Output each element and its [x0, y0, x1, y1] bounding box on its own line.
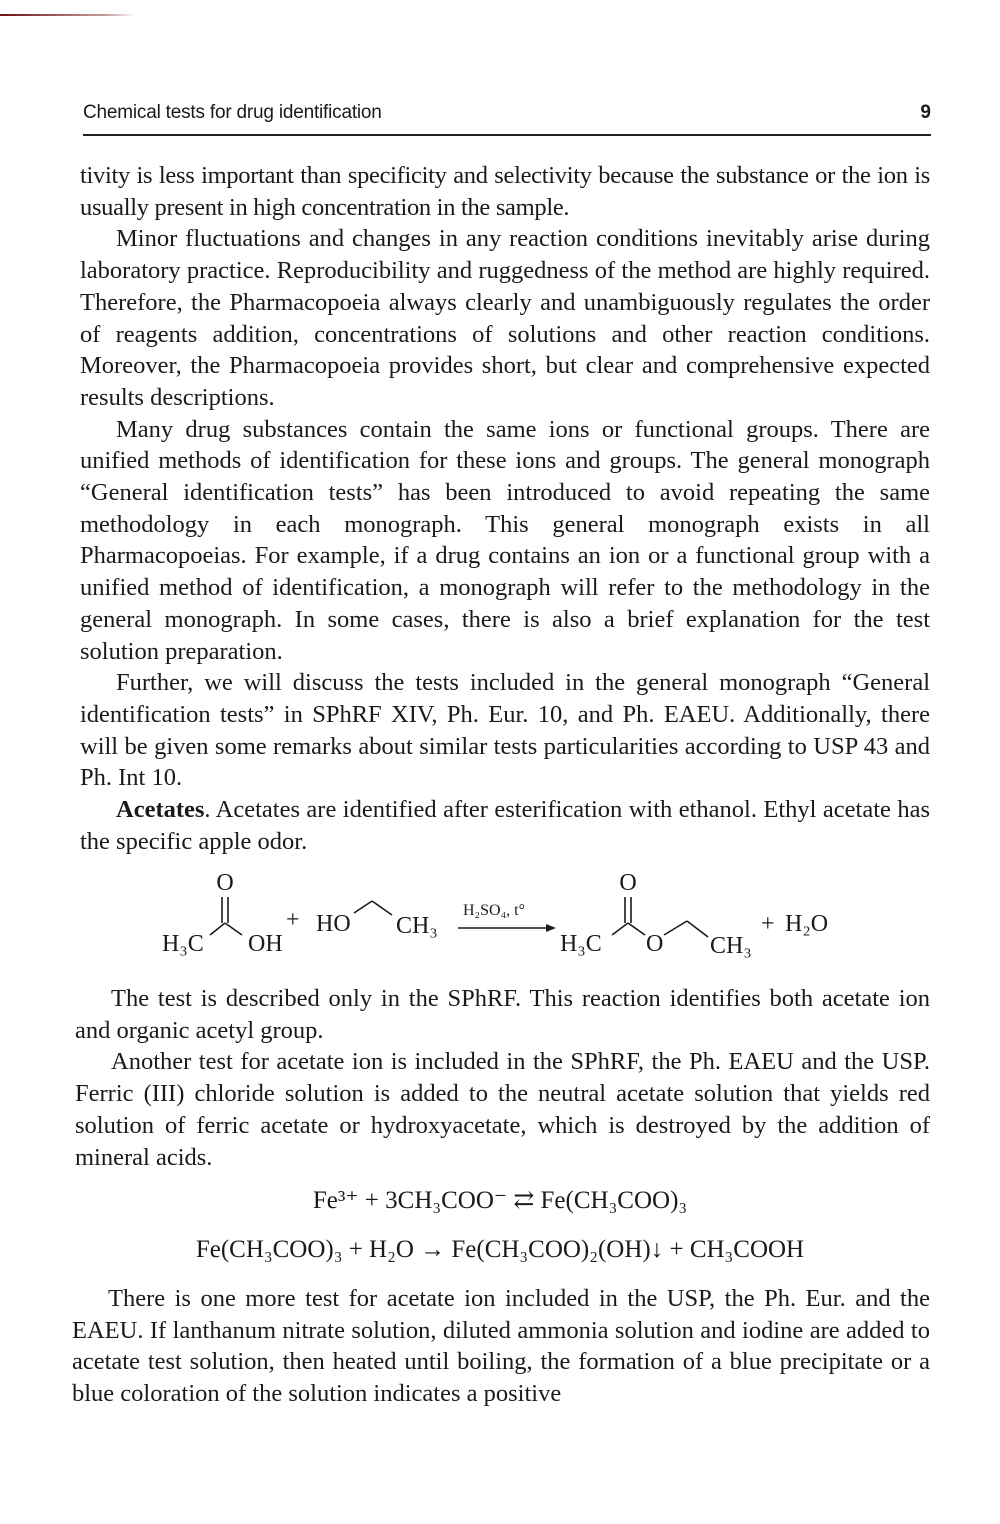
ester-bond-4 [687, 921, 708, 937]
equation-ferric-acetate [0, 1185, 1000, 1215]
running-header [83, 98, 931, 136]
body-text-middle [75, 983, 930, 1173]
equation-hydroxyacetate [0, 1236, 1000, 1264]
paragraph: There is one more test for acetate ion included in the USP, the Ph. Eur. and the EAEU. If lanthanum nitrate solution, diluted ammonia solution and iodine are added to acetate test solution, then heated until boiling, the formation of a blue precipitate or a blue coloration of the solution indicates a positive [72, 1285, 930, 1408]
plus-sign: + [286, 907, 300, 933]
water-label: H₂O [785, 911, 829, 937]
paragraph: Many drug substances contain the same ions or functional groups. There are unified methods of identification for these ions and groups. The general monograph “General identification tests” has been introduced to avoid repeating the same methodology in each monograph. This general monograph exists in all Pharmacopoeias. For example, if a drug contains an ion or a functional group with a unified method of identification, a monograph will refer to the methodology in the general monograph. In some cases, there is also a brief explanation for the test solution preparation. [80, 415, 930, 665]
body-text-bottom [72, 1283, 930, 1410]
acetates-term: Acetates [116, 796, 205, 824]
paragraph: Minor fluctuations and changes in any reaction conditions inevitably arise during laboratory practice. Reproducibility and ruggedness of the method are highly required. Therefore, the Pharmacopoeia always clearly and unambiguously regulates the order of reagents addition, concentrations of solutions and other reaction conditions. Moreover, the Pharmacopoeia provides short, but clear and comprehensive expected results descriptions. [80, 225, 930, 411]
ester-bond-3 [664, 921, 687, 935]
paragraph: Further, we will discuss the tests included in the general monograph “General identification tests” in SPhRF XIV, Ph. Eur. 10, and Ph. EAEU. Additionally, there will be given some remarks about similar tests particularities according to USP 43 and Ph. Int 10. [80, 669, 930, 792]
page-number: 9 [920, 102, 931, 123]
esterification-scheme [160, 865, 850, 975]
esterification-diagram [160, 865, 850, 975]
ethanol-bond-1 [354, 901, 372, 913]
ester-bond-to-oxygen [628, 923, 645, 935]
acid-bond-left [210, 923, 225, 935]
body-text-top [80, 160, 930, 857]
paragraph: tivity is less important than specificity and selectivity because the substance or the ion is usually present in high concentration in the sample. [80, 162, 930, 221]
ester-oxygen-label: O [646, 931, 664, 957]
ester-methyl-label: H₃C [560, 931, 602, 957]
running-header-title: Chemical tests for drug identification [83, 102, 382, 123]
acid-methyl-label: H₃C [162, 931, 204, 957]
acid-hydroxyl-label: OH [248, 931, 283, 957]
equation-2-text: Fe(CH₃COO)₃ + H₂O → Fe(CH₃COO)₂(OH)↓ + CH₃COOH [195, 1236, 805, 1263]
ester-ch3-label: CH₃ [710, 933, 752, 959]
plus-sign-2: + [761, 911, 775, 937]
acid-bond-right [225, 923, 242, 935]
ethanol-bond-2 [372, 901, 392, 915]
paragraph: The test is described only in the SPhRF. This reaction identifies both acetate ion and organic acetyl group. [75, 985, 930, 1044]
ester-bond-left [612, 923, 628, 935]
reaction-conditions: H₂SO₄, t° [463, 902, 526, 919]
ester-carbonyl-oxygen: O [619, 870, 637, 896]
acetates-text: . Acetates are identified after esterification with ethanol. Ethyl acetate has the specific apple odor. [80, 796, 930, 855]
equation-1-text: Fe³⁺ + 3CH₃COO⁻ ⇄ Fe(CH₃COO)₃ [312, 1187, 688, 1214]
ethanol-ho-label: HO [316, 911, 351, 937]
acetates-paragraph [80, 794, 930, 857]
paragraph: Another test for acetate ion is included in the SPhRF, the Ph. EAEU and the USP. Ferric (III) chloride solution is added to the neutral acetate solution that yields red solution of ferric acetate or hydroxyacetate, which is destroyed by the addition of mineral acids. [75, 1048, 930, 1171]
ethanol-ch3-label: CH₃ [396, 913, 438, 939]
scan-edge-mark [0, 14, 135, 16]
reaction-arrow-head [546, 924, 556, 932]
acetic-carbonyl-oxygen: O [216, 870, 234, 896]
